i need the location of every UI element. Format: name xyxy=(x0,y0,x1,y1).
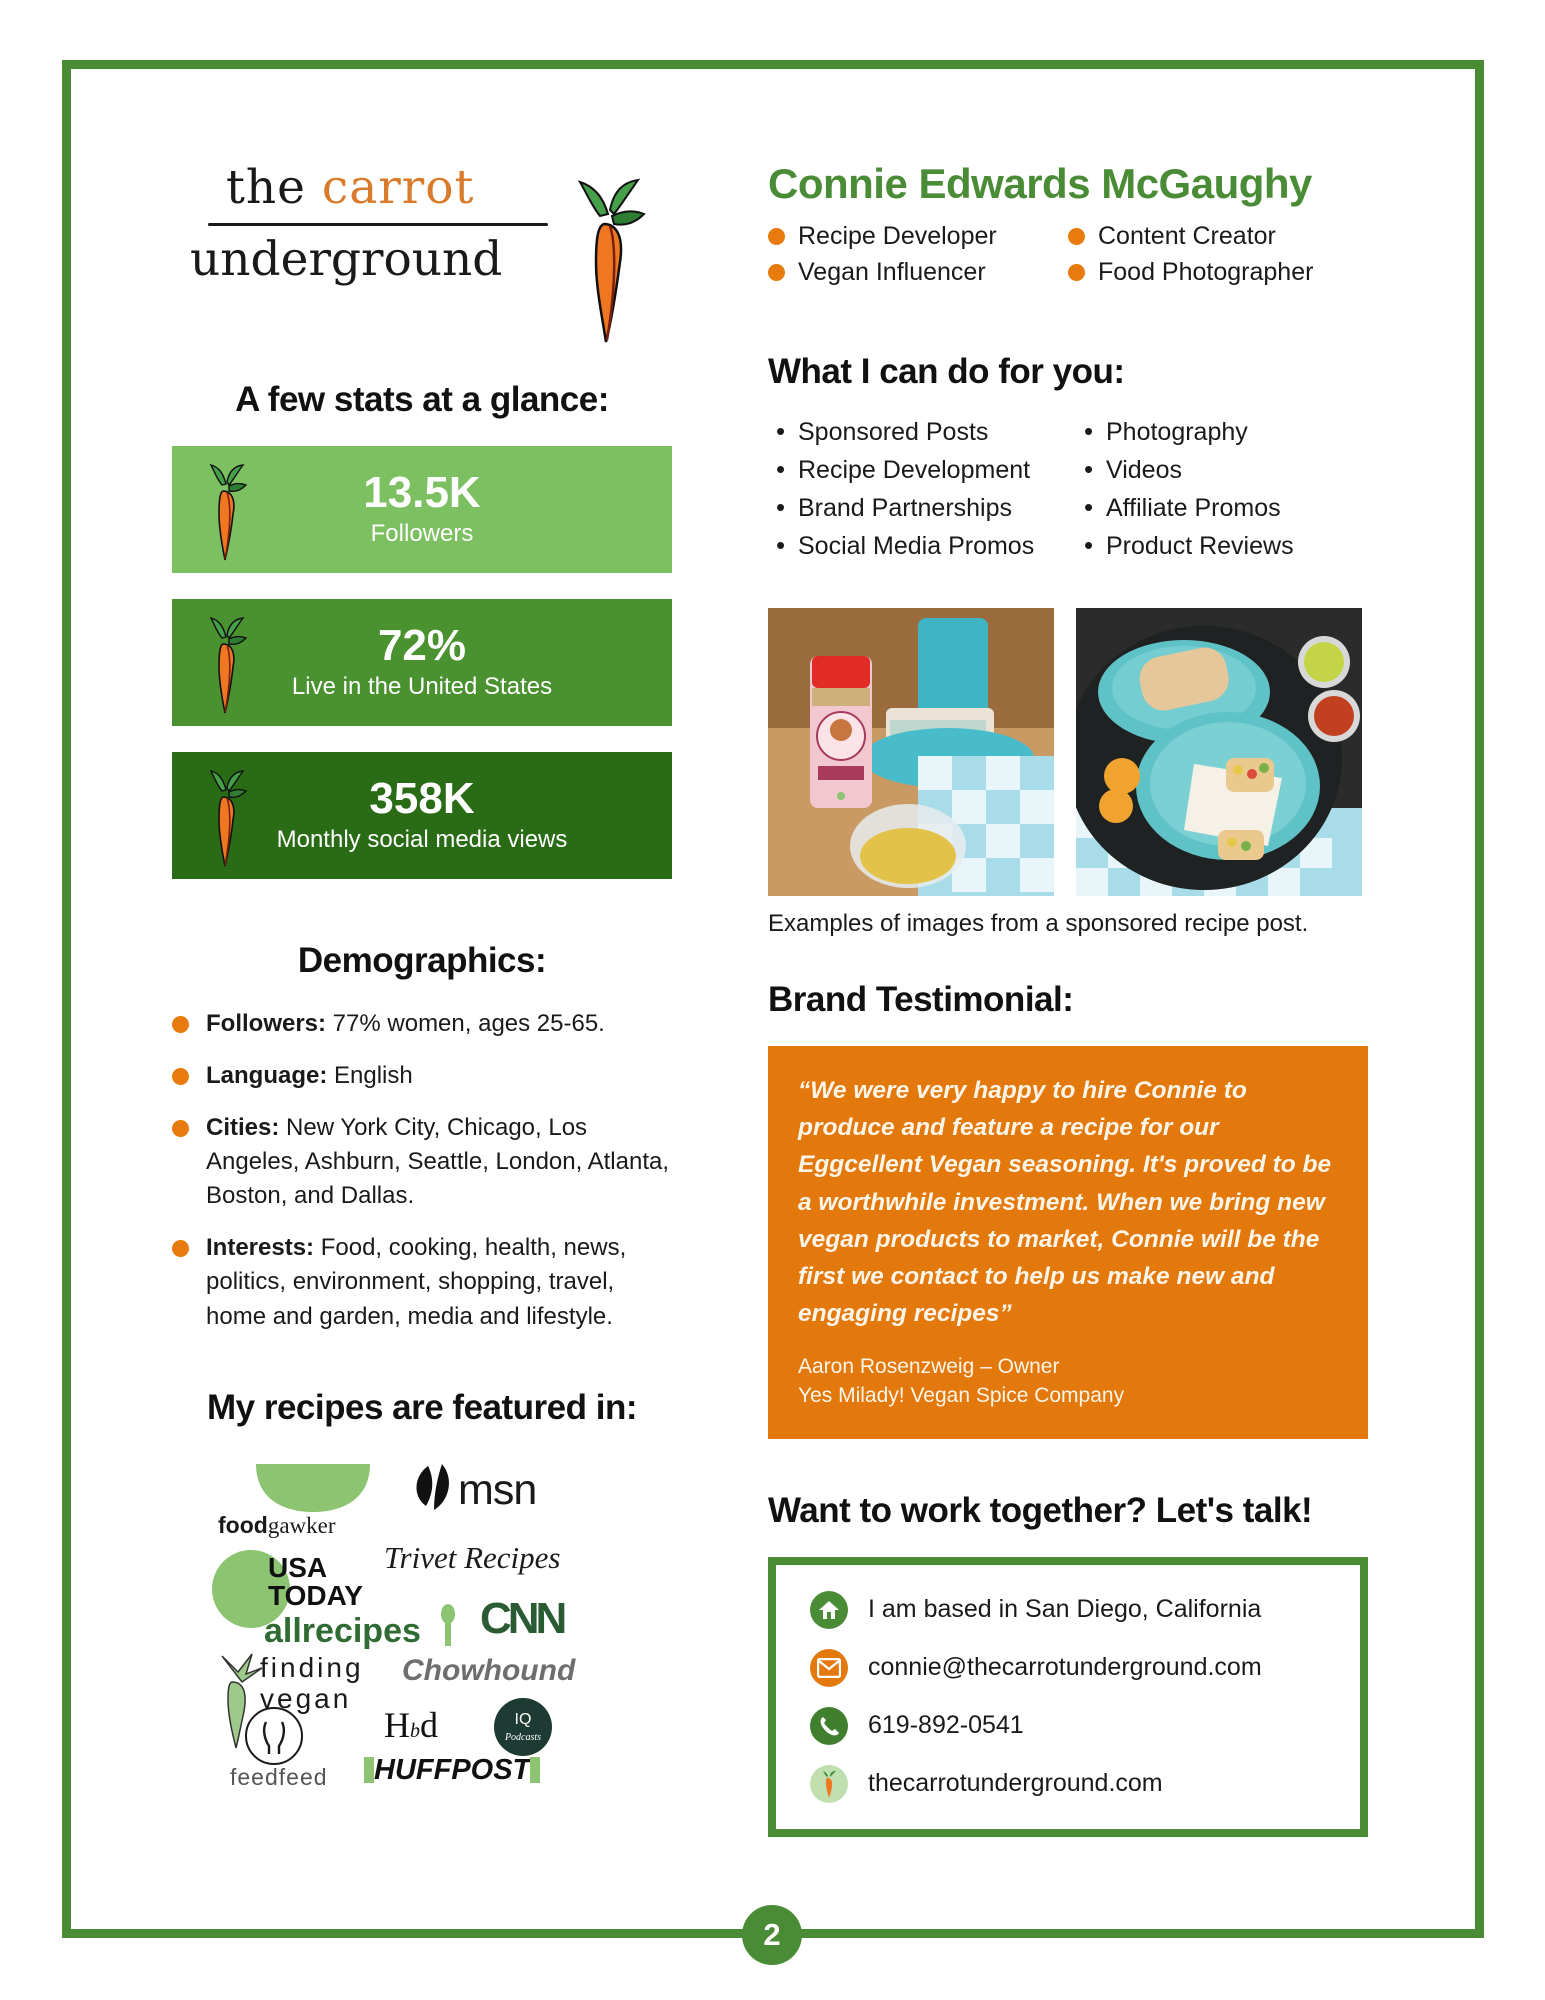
featured-logo-foodgawker: foodgawker xyxy=(218,1511,336,1538)
service-item: • Recipe Development xyxy=(768,456,1058,485)
role-item xyxy=(1068,258,1368,287)
featured-logo-finding-vegan: finding vegan xyxy=(260,1651,364,1714)
service-item: • Brand Partnerships xyxy=(768,494,1058,523)
role-label: Recipe Developer xyxy=(798,222,997,250)
testimonial-card xyxy=(768,1046,1368,1439)
left-column xyxy=(172,160,672,1898)
demographics-label: Language: xyxy=(206,1062,328,1090)
bullet-dot-icon xyxy=(172,1120,189,1137)
brand-logo xyxy=(172,160,672,350)
photo-burrito-plated xyxy=(1076,608,1362,896)
contact-phone-text: 619-892-0541 xyxy=(868,1711,1024,1740)
sample-photos xyxy=(768,608,1368,896)
iq-podcasts-icon xyxy=(494,1698,552,1756)
foodgawker-bowl-icon xyxy=(248,1458,378,1514)
demographics-item xyxy=(172,1111,672,1213)
featured-logo-feedfeed: feedfeed xyxy=(230,1763,328,1790)
logo-text-carrot: carrot xyxy=(321,160,475,215)
featured-logo-usatoday: USA TODAY xyxy=(268,1551,363,1611)
right-column xyxy=(768,160,1368,1898)
carrot-logo-icon xyxy=(558,166,650,346)
testimonial-quote: “We were very happy to hire Connie to produce and feature a recipe for our Eggcellent Vegan seasoning. It's proved to be a worthwhile investment. When we bring new vegan products to market, Connie will be the first we contact to help us make new and engaging recipes” xyxy=(798,1077,1332,1328)
demographics-label: Cities: xyxy=(206,1114,280,1142)
stat-card-us-audience xyxy=(172,599,672,726)
photos-caption: Examples of images from a sponsored recipe post. xyxy=(768,910,1309,937)
role-label: Content Creator xyxy=(1098,222,1276,250)
carrot-icon xyxy=(810,1765,848,1803)
testimonial-author: Aaron Rosenzweig – Owner xyxy=(798,1354,1060,1378)
contact-heading: Want to work together? Let's talk! xyxy=(768,1490,1313,1530)
logo-divider-line xyxy=(208,223,548,226)
demographics-list xyxy=(172,1007,672,1334)
bullet-dot-icon xyxy=(172,1240,189,1257)
featured-logo-hd: Hbd xyxy=(384,1704,438,1745)
services-lists xyxy=(768,418,1368,570)
demographics-item xyxy=(172,1231,672,1333)
demographics-item xyxy=(172,1059,672,1093)
carrot-icon xyxy=(202,458,248,562)
demographics-value: English xyxy=(327,1062,413,1090)
contact-row-location xyxy=(810,1591,1330,1629)
svg-text:Podcasts: Podcasts xyxy=(504,1731,542,1743)
bullet-dot-icon xyxy=(1068,264,1085,281)
demographics-value: 77% women, ages 25-65. xyxy=(326,1010,605,1037)
demographics-item xyxy=(172,1007,672,1041)
bullet-dot-icon xyxy=(172,1016,189,1033)
home-icon xyxy=(810,1591,848,1629)
featured-logo-msn: msn xyxy=(458,1465,537,1514)
page-content xyxy=(62,60,1484,1938)
featured-logo-chowhound: Chowhound xyxy=(402,1653,576,1687)
envelope-icon xyxy=(810,1649,848,1687)
services-column-a xyxy=(768,418,1058,570)
stat-label: Monthly social media views xyxy=(276,826,568,853)
featured-logo-cnn: CNN xyxy=(480,1593,564,1643)
service-item: • Product Reviews xyxy=(1076,532,1336,561)
logo-line-2: underground xyxy=(190,232,503,287)
stat-value: 13.5K xyxy=(363,467,481,517)
contact-website-text: thecarrotunderground.com xyxy=(868,1769,1163,1798)
page-number: 2 xyxy=(742,1905,802,1965)
profile-name: Connie Edwards McGaughy xyxy=(768,160,1312,207)
testimonial-attribution xyxy=(798,1353,1338,1411)
services-column-b xyxy=(1076,418,1336,570)
allrecipes-spoon-icon xyxy=(440,1604,456,1648)
bullet-dot-icon xyxy=(768,264,785,281)
testimonial-heading: Brand Testimonial: xyxy=(768,980,1074,1019)
featured-logo-huffpost: HUFFPOST xyxy=(364,1754,540,1787)
stat-card-followers xyxy=(172,446,672,573)
demographics-label: Interests: xyxy=(206,1234,315,1262)
service-item: • Affiliate Promos xyxy=(1076,494,1336,523)
phone-icon xyxy=(810,1707,848,1745)
service-item: • Videos xyxy=(1076,456,1336,485)
featured-logo-cloud xyxy=(212,1454,632,1790)
role-item xyxy=(768,222,1068,251)
contact-email-text: connie@thecarrotunderground.com xyxy=(868,1653,1262,1682)
featured-logo-trivet-recipes: Trivet Recipes xyxy=(384,1539,561,1575)
svg-text:IQ: IQ xyxy=(514,1710,532,1728)
stat-value: 72% xyxy=(377,620,467,670)
role-label: Vegan Influencer xyxy=(798,258,986,286)
logo-text-the: the xyxy=(226,160,322,215)
profile-roles xyxy=(768,222,1368,294)
featured-logo-allrecipes: allrecipes xyxy=(264,1611,421,1650)
feedfeed-icon xyxy=(238,1706,310,1772)
contact-box xyxy=(768,1557,1368,1837)
demographics-label: Followers: xyxy=(206,1010,327,1037)
contact-row-website[interactable] xyxy=(810,1765,1330,1803)
stats-heading: A few stats at a glance: xyxy=(235,380,609,419)
service-item: • Social Media Promos xyxy=(768,532,1058,561)
role-label: Food Photographer xyxy=(1098,258,1314,286)
stat-label: Live in the United States xyxy=(291,673,553,700)
msn-butterfly-icon xyxy=(408,1462,458,1524)
stat-value: 358K xyxy=(369,773,475,823)
photo-seasoning-product xyxy=(768,608,1054,896)
bullet-dot-icon xyxy=(1068,228,1085,245)
contact-row-phone[interactable] xyxy=(810,1707,1330,1745)
role-item xyxy=(768,258,1068,287)
demographics-value: New York City, Chicago, Los Angeles, Ashburn, Seattle, London, Atlanta, Boston, and Dallas. xyxy=(206,1114,670,1210)
carrot-icon xyxy=(202,611,248,715)
contact-location-text: I am based in San Diego, California xyxy=(868,1595,1262,1624)
services-heading: What I can do for you: xyxy=(768,352,1125,391)
bullet-dot-icon xyxy=(768,228,785,245)
bullet-dot-icon xyxy=(172,1068,189,1085)
demographics-heading: Demographics: xyxy=(297,941,547,980)
demographics-value: Food, cooking, health, news, politics, environment, shopping, travel, home and garden, media and lifestyle. xyxy=(206,1234,627,1330)
role-item xyxy=(1068,222,1368,251)
service-item: • Photography xyxy=(1076,418,1336,447)
testimonial-company: Yes Milady! Vegan Spice Company xyxy=(798,1383,1125,1407)
carrot-icon xyxy=(202,764,248,868)
stat-label: Followers xyxy=(370,520,474,547)
contact-row-email[interactable] xyxy=(810,1649,1330,1687)
service-item: • Sponsored Posts xyxy=(768,418,1058,447)
featured-heading: My recipes are featured in: xyxy=(207,1387,637,1427)
stat-card-monthly-views xyxy=(172,752,672,879)
